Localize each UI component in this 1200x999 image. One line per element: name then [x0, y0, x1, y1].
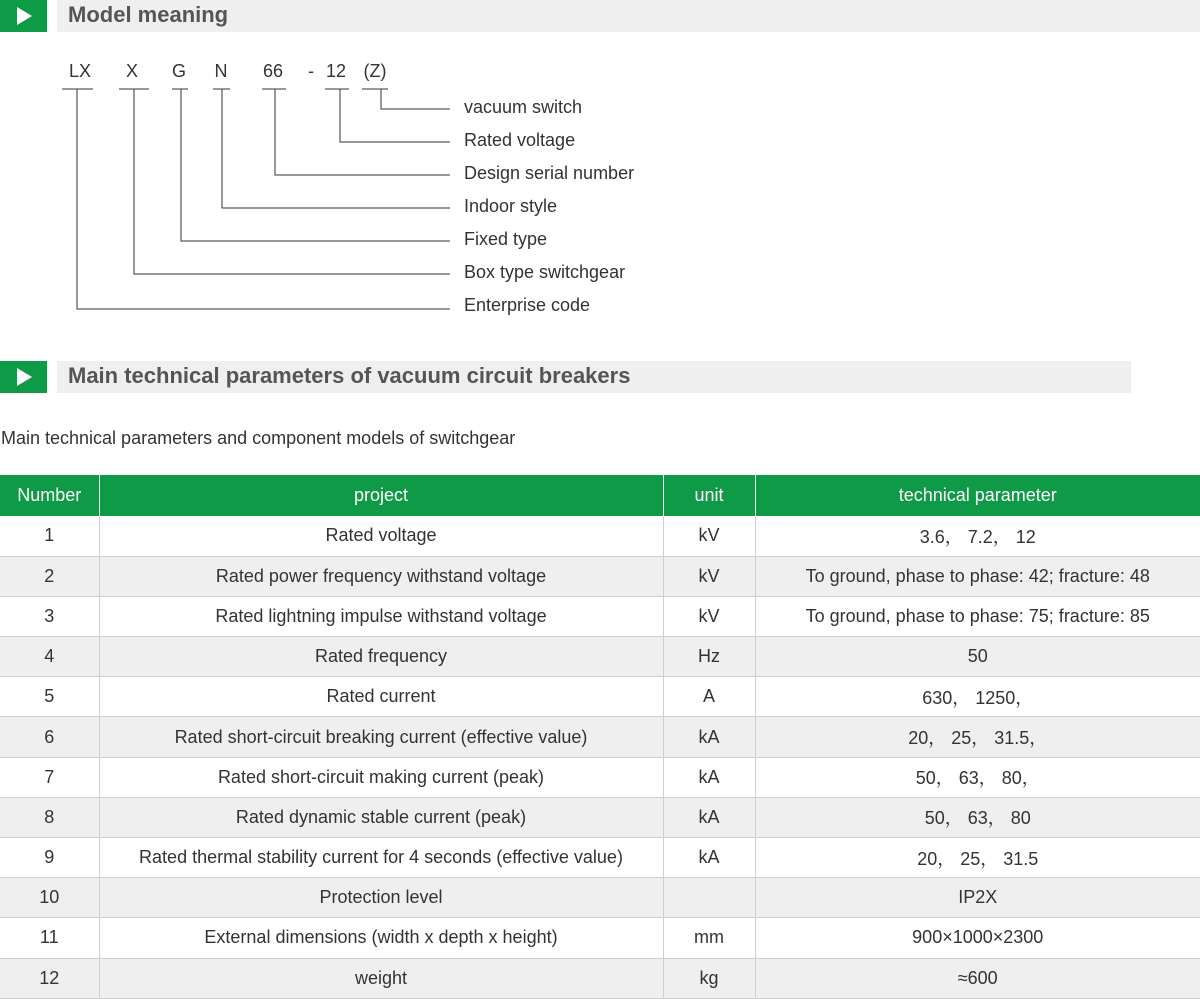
cell-technical-parameter: 630， 1250， — [755, 677, 1200, 717]
cell-technical-parameter: 50， 63， 80， — [755, 757, 1200, 797]
model-code-letter: N — [214, 61, 228, 81]
cell-unit: mm — [663, 918, 755, 958]
cell-unit: kg — [663, 958, 755, 998]
cell-technical-parameter: 20， 25， 31.5， — [755, 717, 1200, 757]
cell-project: Rated lightning impulse withstand voltage — [99, 596, 663, 636]
table-row — [0, 878, 1200, 918]
cell-number: 5 — [0, 677, 99, 717]
table-row — [0, 556, 1200, 596]
cell-unit: kV — [663, 556, 755, 596]
table-header-row — [0, 475, 1200, 516]
cell-project: Rated frequency — [99, 637, 663, 677]
section-title: Model meaning — [68, 2, 229, 27]
cell-project: External dimensions (width x depth x height) — [99, 918, 663, 958]
meaning-label: Fixed type — [464, 229, 548, 249]
cell-project: weight — [99, 958, 663, 998]
model-code-letter: 12 — [325, 61, 347, 81]
cell-project: Rated power frequency withstand voltage — [99, 556, 663, 596]
leader-line — [77, 89, 450, 309]
model-code-letter: 66 — [262, 61, 284, 81]
column-header-unit: unit — [663, 475, 755, 516]
meaning-label: Rated voltage — [464, 130, 576, 150]
table-row — [0, 637, 1200, 677]
cell-unit: kA — [663, 838, 755, 878]
model-code-letter: X — [125, 61, 139, 81]
table-row — [0, 516, 1200, 556]
cell-unit — [663, 878, 755, 918]
cell-technical-parameter: IP2X — [755, 878, 1200, 918]
table-row — [0, 677, 1200, 717]
section-title: Main technical parameters of vacuum circuit breakers — [68, 363, 631, 388]
cell-technical-parameter: To ground, phase to phase: 75; fracture: 85 — [755, 596, 1200, 636]
cell-technical-parameter: 20， 25， 31.5 — [755, 838, 1200, 878]
cell-unit: kA — [663, 757, 755, 797]
cell-number: 10 — [0, 878, 99, 918]
cell-number: 11 — [0, 918, 99, 958]
cell-technical-parameter: 3.6， 7.2， 12 — [755, 516, 1200, 556]
cell-project: Rated thermal stability current for 4 seconds (effective value) — [99, 838, 663, 878]
section-header-model-meaning — [0, 0, 1200, 32]
cell-number: 9 — [0, 838, 99, 878]
cell-number: 6 — [0, 717, 99, 757]
model-leader-lines — [77, 89, 450, 309]
table-row — [0, 717, 1200, 757]
cell-number: 1 — [0, 516, 99, 556]
cell-project: Protection level — [99, 878, 663, 918]
cell-unit: A — [663, 677, 755, 717]
cell-number: 2 — [0, 556, 99, 596]
play-arrow-icon — [0, 0, 47, 32]
leader-line — [275, 89, 450, 175]
cell-number: 4 — [0, 637, 99, 677]
section-header-technical-parameters — [0, 361, 1131, 393]
model-code-separator: - — [308, 61, 314, 81]
cell-technical-parameter: 900×1000×2300 — [755, 918, 1200, 958]
leader-line — [340, 89, 450, 142]
cell-unit: kA — [663, 797, 755, 837]
cell-project: Rated current — [99, 677, 663, 717]
cell-unit: kV — [663, 596, 755, 636]
table-row — [0, 838, 1200, 878]
model-code-letter: (Z) — [363, 61, 387, 81]
cell-unit: kV — [663, 516, 755, 556]
cell-project: Rated short-circuit making current (peak) — [99, 757, 663, 797]
table-body — [0, 516, 1200, 998]
intro-text: Main technical parameters and component models of switchgear — [1, 428, 516, 448]
cell-project: Rated short-circuit breaking current (effective value) — [99, 717, 663, 757]
cell-number: 12 — [0, 958, 99, 998]
cell-technical-parameter: To ground, phase to phase: 42; fracture: 48 — [755, 556, 1200, 596]
section-header-bar — [57, 0, 1200, 32]
table-row — [0, 958, 1200, 998]
column-header-technical-parameter: technical parameter — [755, 475, 1200, 516]
model-code-letter: G — [171, 61, 187, 81]
column-header-number: Number — [0, 475, 99, 516]
cell-technical-parameter: 50 — [755, 637, 1200, 677]
leader-line — [181, 89, 450, 241]
cell-project: Rated voltage — [99, 516, 663, 556]
model-meaning-diagram — [0, 40, 700, 330]
leader-line — [222, 89, 450, 208]
model-code-letters — [69, 61, 387, 81]
cell-project: Rated dynamic stable current (peak) — [99, 797, 663, 837]
cell-unit: Hz — [663, 637, 755, 677]
model-code-letter: LX — [68, 61, 92, 81]
cell-number: 3 — [0, 596, 99, 636]
meaning-label: Enterprise code — [464, 295, 591, 315]
meaning-label: Design serial number — [464, 163, 635, 183]
table-row — [0, 757, 1200, 797]
meaning-label: Box type switchgear — [464, 262, 626, 282]
table-row — [0, 797, 1200, 837]
cell-technical-parameter: ≈600 — [755, 958, 1200, 998]
column-header-project: project — [99, 475, 663, 516]
cell-technical-parameter: 50， 63， 80 — [755, 797, 1200, 837]
cell-number: 8 — [0, 797, 99, 837]
play-arrow-icon — [0, 361, 47, 393]
table-row — [0, 918, 1200, 958]
table-row — [0, 596, 1200, 636]
model-meaning-labels — [464, 97, 634, 315]
cell-unit: kA — [663, 717, 755, 757]
leader-line — [381, 89, 450, 109]
technical-parameters-table — [0, 475, 1200, 999]
meaning-label: vacuum switch — [464, 97, 583, 117]
meaning-label: Indoor style — [464, 196, 558, 216]
cell-number: 7 — [0, 757, 99, 797]
